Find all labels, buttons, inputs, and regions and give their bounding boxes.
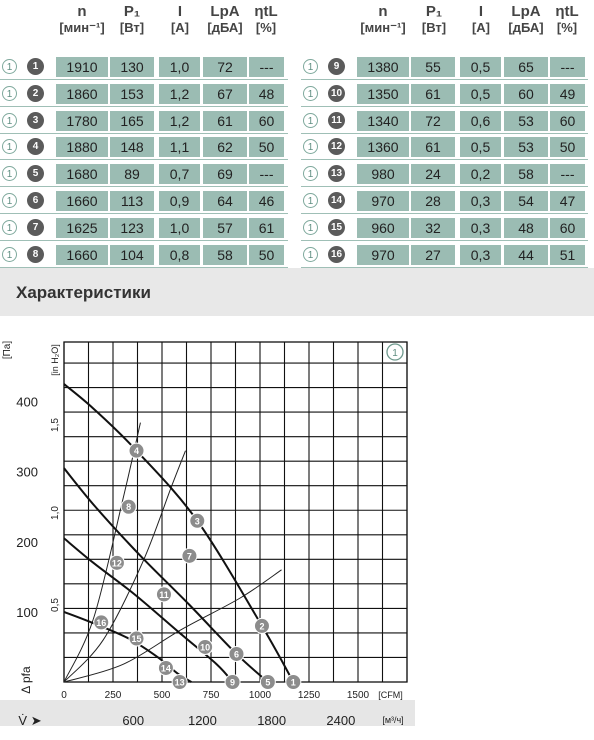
curve-number-badge: 1 (2, 113, 17, 128)
table-cell-n: 970 (357, 191, 409, 211)
y-inner-tick-label: 1,5 (50, 418, 61, 432)
operating-point-label: 9 (230, 677, 236, 688)
y-tick-label: 100 (16, 604, 38, 620)
table-cell-lpa: 57 (203, 218, 247, 238)
header-unit: [Вт] (421, 19, 447, 35)
operating-point-badge: 15 (328, 219, 345, 236)
x-cfm-tick-label: 0 (61, 690, 67, 701)
x-cfm-tick-label: 1500 (346, 690, 370, 701)
table-cell-eta: 50 (249, 137, 284, 157)
operating-point-badge: 7 (27, 219, 44, 236)
y-tick-label: 400 (16, 394, 38, 410)
chart-grid (0, 342, 415, 726)
operating-point-badge: 9 (328, 58, 345, 75)
operating-point-badge: 5 (27, 165, 44, 182)
header-label: I (177, 3, 183, 20)
table-cell-p1: 153 (110, 84, 154, 104)
table-cell-lpa: 60 (504, 84, 548, 104)
x-cfm-unit: [CFM] (378, 690, 403, 700)
curve-number-badge: 1 (2, 166, 17, 181)
table-cell-eta: 47 (550, 191, 585, 211)
x-cfm-tick-label: 500 (153, 690, 171, 701)
header-label: P₁ (123, 3, 141, 20)
y-inner-tick-label: 1,0 (50, 506, 61, 520)
curve-number-badge: 1 (2, 59, 17, 74)
operating-point-label: 16 (96, 617, 107, 628)
row-divider (0, 186, 288, 187)
table-cell-eta: 50 (249, 245, 284, 265)
table-cell-p1: 28 (411, 191, 455, 211)
row-divider (301, 240, 588, 241)
header-unit: [%] (556, 19, 578, 35)
header-eta-right (549, 4, 585, 35)
table-cell-i: 1,2 (159, 111, 200, 131)
curve-number-badge: 1 (2, 247, 17, 262)
operating-point-badge: 1 (27, 58, 44, 75)
x-cfm-tick-label: 250 (104, 690, 122, 701)
table-cell-eta: 61 (249, 218, 284, 238)
table-cell-n: 1350 (357, 84, 409, 104)
performance-chart (0, 320, 594, 740)
table-cell-i: 0,2 (460, 164, 501, 184)
x-m3h-tick-label: 1200 (187, 713, 217, 728)
table-cell-lpa: 61 (203, 111, 247, 131)
header-i-right (461, 4, 501, 35)
curve-number-badge: 1 (303, 113, 318, 128)
header-p1-left (110, 4, 154, 35)
table-cell-p1: 104 (110, 245, 154, 265)
curve-number-badge: 1 (2, 220, 17, 235)
operating-point-badge: 8 (27, 246, 44, 263)
row-divider (0, 159, 288, 160)
table-cell-eta: 46 (249, 191, 284, 211)
y-tick-label: 300 (16, 464, 38, 480)
x-m3h-unit: [м³/ч] (382, 715, 404, 725)
table-cell-p1: 148 (110, 137, 154, 157)
table-cell-n: 970 (357, 245, 409, 265)
fan-curves (64, 384, 293, 682)
table-cell-p1: 55 (411, 57, 455, 77)
curve-number-badge: 1 (303, 247, 318, 262)
x-axis-symbol: V̇ ➤ (18, 713, 42, 728)
row-divider (301, 79, 588, 80)
table-cell-eta: 49 (550, 84, 585, 104)
table-cell-n: 1360 (357, 137, 409, 157)
curve-number-badge: 1 (2, 193, 17, 208)
operating-point-badge: 13 (328, 165, 345, 182)
header-label: I (478, 3, 484, 20)
header-unit: [A] (170, 19, 190, 35)
y-axis-symbol: Δ pfa (19, 666, 33, 694)
table-cell-p1: 130 (110, 57, 154, 77)
row-divider (0, 133, 288, 134)
table-cell-lpa: 64 (203, 191, 247, 211)
operating-point-label: 2 (259, 621, 265, 632)
header-i-left (160, 4, 200, 35)
table-cell-p1: 165 (110, 111, 154, 131)
table-cell-n: 1780 (56, 111, 108, 131)
table-cell-i: 1,0 (159, 218, 200, 238)
operating-point-label: 8 (126, 502, 132, 513)
table-cell-i: 0,3 (460, 218, 501, 238)
table-cell-i: 0,7 (159, 164, 200, 184)
row-divider (301, 106, 588, 107)
operating-point-label: 7 (186, 551, 192, 562)
table-cell-lpa: 53 (504, 137, 548, 157)
table-cell-p1: 61 (411, 84, 455, 104)
table-cell-n: 960 (357, 218, 409, 238)
table-cell-i: 1,0 (159, 57, 200, 77)
table-cell-i: 1,2 (159, 84, 200, 104)
operating-point-label: 11 (159, 589, 169, 600)
operating-point-label: 1 (290, 677, 296, 688)
table-cell-p1: 89 (110, 164, 154, 184)
row-divider (301, 159, 588, 160)
header-label: ηtL (555, 3, 579, 20)
operating-points (94, 443, 301, 689)
table-cell-lpa: 58 (203, 245, 247, 265)
x-m3h-tick-label: 600 (122, 713, 145, 728)
operating-point-label: 12 (111, 558, 122, 569)
table-cell-i: 0,3 (460, 191, 501, 211)
operating-point-label: 6 (233, 649, 239, 660)
header-label: LpA (210, 3, 240, 20)
table-cell-n: 1880 (56, 137, 108, 157)
table-cell-n: 1340 (357, 111, 409, 131)
curve-number-badge: 1 (303, 166, 318, 181)
operating-point-label: 10 (200, 642, 211, 653)
operating-point-label: 15 (131, 634, 142, 645)
x-cfm-tick-label: 1000 (248, 690, 272, 701)
table-cell-p1: 24 (411, 164, 455, 184)
header-label: n (77, 3, 87, 20)
curve-badge-label: 1 (392, 348, 398, 359)
table-cell-eta: --- (249, 164, 284, 184)
table-cell-p1: 32 (411, 218, 455, 238)
table-cell-i: 0,5 (460, 57, 501, 77)
table-cell-n: 1910 (56, 57, 108, 77)
table-cell-p1: 72 (411, 111, 455, 131)
operating-point-label: 3 (194, 516, 200, 527)
operating-point-badge: 16 (328, 246, 345, 263)
header-unit: [Вт] (119, 19, 145, 35)
table-cell-lpa: 48 (504, 218, 548, 238)
table-cell-lpa: 67 (203, 84, 247, 104)
row-divider (301, 213, 588, 214)
table-cell-i: 0,8 (159, 245, 200, 265)
table-cell-i: 0,3 (460, 245, 501, 265)
table-cell-lpa: 69 (203, 164, 247, 184)
table-cell-eta: 60 (249, 111, 284, 131)
curve-number-badge: 1 (303, 139, 318, 154)
operating-point-badge: 3 (27, 112, 44, 129)
curve-number-badge: 1 (303, 193, 318, 208)
curve-number-badge: 1 (2, 139, 17, 154)
x-cfm-tick-label: 1250 (297, 690, 321, 701)
operating-point-badge: 4 (27, 138, 44, 155)
table-cell-n: 980 (357, 164, 409, 184)
header-eta-left (248, 4, 284, 35)
table-cell-p1: 113 (110, 191, 154, 211)
curve-number-badge: 1 (2, 86, 17, 101)
row-divider (301, 133, 588, 134)
x-m3h-tick-label: 1800 (257, 713, 287, 728)
header-label: LpA (511, 3, 541, 20)
table-cell-eta: 50 (550, 137, 585, 157)
row-divider (0, 106, 288, 107)
table-cell-n: 1660 (56, 245, 108, 265)
table-cell-p1: 61 (411, 137, 455, 157)
header-label: n (378, 3, 388, 20)
table-cell-eta: --- (249, 57, 284, 77)
operating-point-badge: 11 (328, 112, 345, 129)
operating-point-badge: 2 (27, 85, 44, 102)
row-divider (301, 186, 588, 187)
operating-point-label: 13 (174, 677, 185, 688)
table-cell-n: 1680 (56, 164, 108, 184)
header-n-right (357, 4, 409, 35)
row-divider (0, 213, 288, 214)
row-divider (0, 79, 288, 80)
table-cell-eta: --- (550, 57, 585, 77)
header-label: ηtL (254, 3, 278, 20)
table-cell-eta: 60 (550, 111, 585, 131)
table-cell-n: 1380 (357, 57, 409, 77)
header-unit: [%] (255, 19, 277, 35)
table-cell-eta: 48 (249, 84, 284, 104)
table-cell-i: 0,5 (460, 84, 501, 104)
fan-curve (64, 384, 293, 682)
y-axis-unit: [Па] (2, 340, 13, 360)
curve-number-badge: 1 (303, 220, 318, 235)
header-unit: [дБА] (508, 19, 544, 35)
table-cell-eta: 60 (550, 218, 585, 238)
y-inner-tick-label: 0,5 (50, 598, 61, 612)
header-unit: [A] (471, 19, 491, 35)
operating-point-label: 4 (134, 446, 140, 457)
table-cell-eta: 51 (550, 245, 585, 265)
table-cell-p1: 27 (411, 245, 455, 265)
table-cell-i: 0,5 (460, 137, 501, 157)
table-cell-lpa: 62 (203, 137, 247, 157)
table-cell-n: 1625 (56, 218, 108, 238)
x-m3h-tick-label: 2400 (326, 713, 356, 728)
table-cell-n: 1860 (56, 84, 108, 104)
header-lpa-left (203, 4, 247, 35)
operating-point-label: 14 (160, 663, 171, 674)
section-title: Характеристики (16, 283, 151, 302)
table-cell-i: 1,1 (159, 137, 200, 157)
header-unit: [мин⁻¹] (360, 19, 406, 35)
x-cfm-tick-label: 750 (202, 690, 220, 701)
operating-point-label: 5 (265, 677, 271, 688)
table-cell-lpa: 54 (504, 191, 548, 211)
table-cell-lpa: 72 (203, 57, 247, 77)
operating-point-badge: 14 (328, 192, 345, 209)
table-cell-i: 0,6 (460, 111, 501, 131)
table-cell-n: 1660 (56, 191, 108, 211)
table-cell-lpa: 65 (504, 57, 548, 77)
curve-number-badge: 1 (303, 59, 318, 74)
header-unit: [мин⁻¹] (59, 19, 105, 35)
y-inner-unit: [in H₂O] (50, 344, 60, 376)
table-cell-p1: 123 (110, 218, 154, 238)
header-label: P₁ (425, 3, 443, 20)
curve-number-badge: 1 (303, 86, 318, 101)
table-cell-lpa: 53 (504, 111, 548, 131)
table-cell-eta: --- (550, 164, 585, 184)
table-cell-lpa: 58 (504, 164, 548, 184)
header-p1-right (412, 4, 456, 35)
table-cell-lpa: 44 (504, 245, 548, 265)
operating-point-badge: 6 (27, 192, 44, 209)
row-divider (0, 240, 288, 241)
table-cell-i: 0,9 (159, 191, 200, 211)
header-lpa-right (504, 4, 548, 35)
y-tick-label: 200 (16, 534, 38, 550)
operating-point-badge: 10 (328, 85, 345, 102)
operating-point-badge: 12 (328, 138, 345, 155)
header-n-left (56, 4, 108, 35)
header-unit: [дБА] (207, 19, 243, 35)
